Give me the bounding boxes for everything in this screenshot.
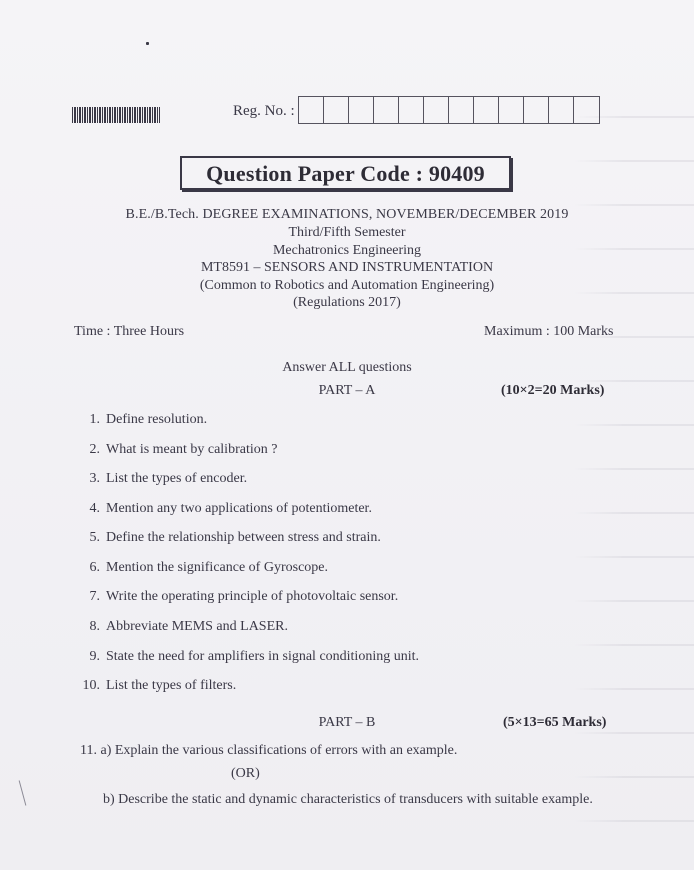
regulations: (Regulations 2017) — [293, 295, 401, 310]
semester: Third/Fifth Semester — [288, 225, 406, 240]
question-item — [82, 412, 207, 428]
part-b-marks: (5×13=65 Marks) — [503, 715, 607, 730]
course-title: MT8591 – SENSORS AND INSTRUMENTATION — [200, 260, 494, 275]
reg-no-box[interactable] — [474, 97, 499, 123]
question-number: 9. — [89, 649, 100, 664]
question-text: Mention any two applications of potentiometer. — [106, 501, 372, 516]
question-item — [82, 619, 288, 635]
question-item — [82, 471, 247, 487]
reg-no-boxes[interactable] — [298, 96, 600, 124]
part-b-title: PART – B — [318, 715, 376, 730]
reg-no-box[interactable] — [574, 97, 599, 123]
instructions: Answer ALL questions — [282, 360, 412, 375]
reg-no-box[interactable] — [349, 97, 374, 123]
question-item — [82, 530, 381, 546]
reg-no-box[interactable] — [449, 97, 474, 123]
reg-no-box[interactable] — [324, 97, 349, 123]
question-number: 7. — [89, 589, 100, 604]
question-11a: 11. a) Explain the various classifications of errors with an example. — [80, 743, 458, 758]
question-text: Abbreviate MEMS and LASER. — [106, 619, 288, 634]
question-number: 8. — [89, 619, 100, 634]
question-number: 2. — [89, 442, 100, 457]
question-number: 6. — [89, 560, 100, 575]
question-number: 3. — [89, 471, 100, 486]
reg-no-box[interactable] — [374, 97, 399, 123]
question-11b: b) Describe the static and dynamic characteristics of transducers with suitable example. — [103, 792, 593, 807]
question-text: List the types of encoder. — [106, 471, 248, 486]
reg-no-box[interactable] — [499, 97, 524, 123]
department: Mechatronics Engineering — [272, 243, 422, 258]
question-item — [82, 501, 372, 517]
question-item — [82, 560, 328, 576]
question-number: 5. — [89, 530, 100, 545]
max-marks-label: Maximum : 100 Marks — [484, 324, 614, 339]
part-a-title: PART – A — [318, 383, 376, 398]
reg-no-box[interactable] — [524, 97, 549, 123]
question-item — [76, 678, 236, 694]
question-text: Mention the significance of Gyroscope. — [106, 560, 328, 575]
question-item — [82, 649, 419, 665]
question-text: What is meant by calibration ? — [106, 442, 278, 457]
question-text: State the need for amplifiers in signal conditioning unit. — [106, 649, 419, 664]
bleed-through-shadow — [574, 90, 694, 850]
question-text: Define the relationship between stress and strain. — [106, 530, 381, 545]
barcode — [72, 107, 160, 123]
question-text: Write the operating principle of photovoltaic sensor. — [106, 589, 399, 604]
edge-mark — [19, 780, 27, 805]
common-note: (Common to Robotics and Automation Engineering) — [199, 278, 495, 293]
ink-speck — [146, 42, 149, 45]
reg-no-box[interactable] — [549, 97, 574, 123]
question-item — [82, 442, 277, 458]
question-number: 4. — [89, 501, 100, 516]
or-separator: (OR) — [231, 766, 260, 781]
time-label: Time : Three Hours — [74, 324, 185, 339]
question-text: List the types of filters. — [106, 678, 237, 693]
part-a-marks: (10×2=20 Marks) — [501, 383, 605, 398]
exam-title: B.E./B.Tech. DEGREE EXAMINATIONS, NOVEMBER/DECEMBER 2019 — [125, 207, 569, 222]
question-text: Define resolution. — [106, 412, 208, 427]
question-number: 10. — [82, 678, 100, 693]
reg-no-box[interactable] — [399, 97, 424, 123]
question-item — [82, 589, 398, 605]
question-number: 1. — [89, 412, 100, 427]
reg-no-box[interactable] — [424, 97, 449, 123]
question-paper-code: Question Paper Code : 90409 — [180, 156, 511, 190]
reg-no-box[interactable] — [299, 97, 324, 123]
reg-no-label: Reg. No. : — [233, 103, 295, 119]
